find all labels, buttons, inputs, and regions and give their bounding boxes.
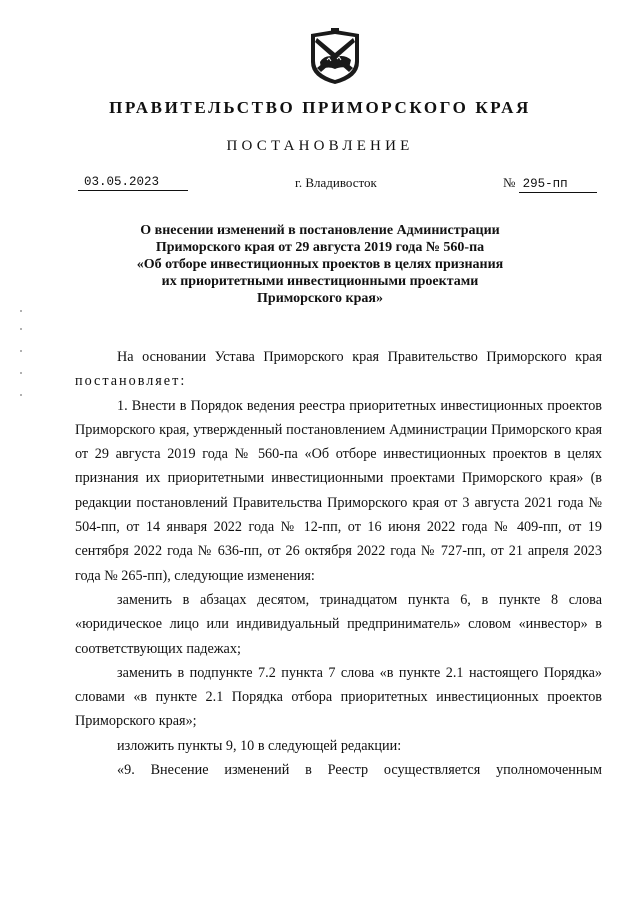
coat-of-arms-icon: [305, 28, 365, 86]
document-number-block: [503, 175, 597, 193]
paragraph-1: 1. Внести в Порядок ведения реестра приоритетных инвестиционных проектов Приморского края, утвержденный постановлением Администрации Приморского края от 29 августа 2019 года № 560-па «Об отборе инвестиционных проектов в целях признания их приоритетными инвестиционными проектами Приморского края» (в редакции постановлений Правительства Приморского края от 3 августа 2021 года № 504-пп, от 14 января 2022 года № 12-пп, от 16 июня 2022 года № 409-пп, от 19 сентября 2022 года № 636-пп, от 26 октября 2022 года № 727-пп, от 21 апреля 2023 года № 265-пп), следующие изменения:: [75, 397, 602, 584]
heading-line: «Об отборе инвестиционных проектов в целях признания: [136, 257, 504, 272]
paragraph-intro: На основании Устава Приморского края Правительство Приморского края постановляет:: [75, 349, 602, 390]
document-type: ПОСТАНОВЛЕНИЕ: [226, 138, 414, 154]
paragraph-4: изложить пункты 9, 10 в следующей редакции:: [117, 737, 402, 754]
heading-line: Приморского края от 29 августа 2019 года № 560-па: [155, 240, 485, 255]
paragraph-5: «9. Внесение изменений в Реестр осуществляется уполномоченным: [117, 762, 602, 779]
heading-line: их приоритетными инвестиционными проектами: [161, 274, 479, 289]
government-title: ПРАВИТЕЛЬСТВО ПРИМОРСКОГО КРАЯ: [109, 98, 531, 117]
document-heading: [80, 222, 560, 307]
heading-line: О внесении изменений в постановление Администрации: [140, 223, 500, 238]
margin-marks: [20, 310, 24, 400]
paragraph-3: заменить в подпункте 7.2 пункта 7 слова «в пункте 2.1 настоящего Порядка» словами «в пункте 2.1 Порядка отбора приоритетных инвестиционных проектов Приморского края»;: [75, 664, 602, 730]
document-number: 295-пп: [519, 177, 597, 193]
document-city: г. Владивосток: [295, 175, 377, 190]
number-sign: №: [503, 175, 516, 190]
document-date: 03.05.2023: [78, 175, 188, 191]
paragraph-2: заменить в абзацах десятом, тринадцатом пункта 6, в пункте 8 слова «юридическое лицо или индивидуальный предприниматель» словом «инвестор» в соответствующих падежах;: [75, 591, 602, 657]
document-body: [75, 345, 602, 782]
emphasized-word: постановляет: [75, 373, 181, 390]
heading-line: Приморского края»: [257, 291, 383, 306]
